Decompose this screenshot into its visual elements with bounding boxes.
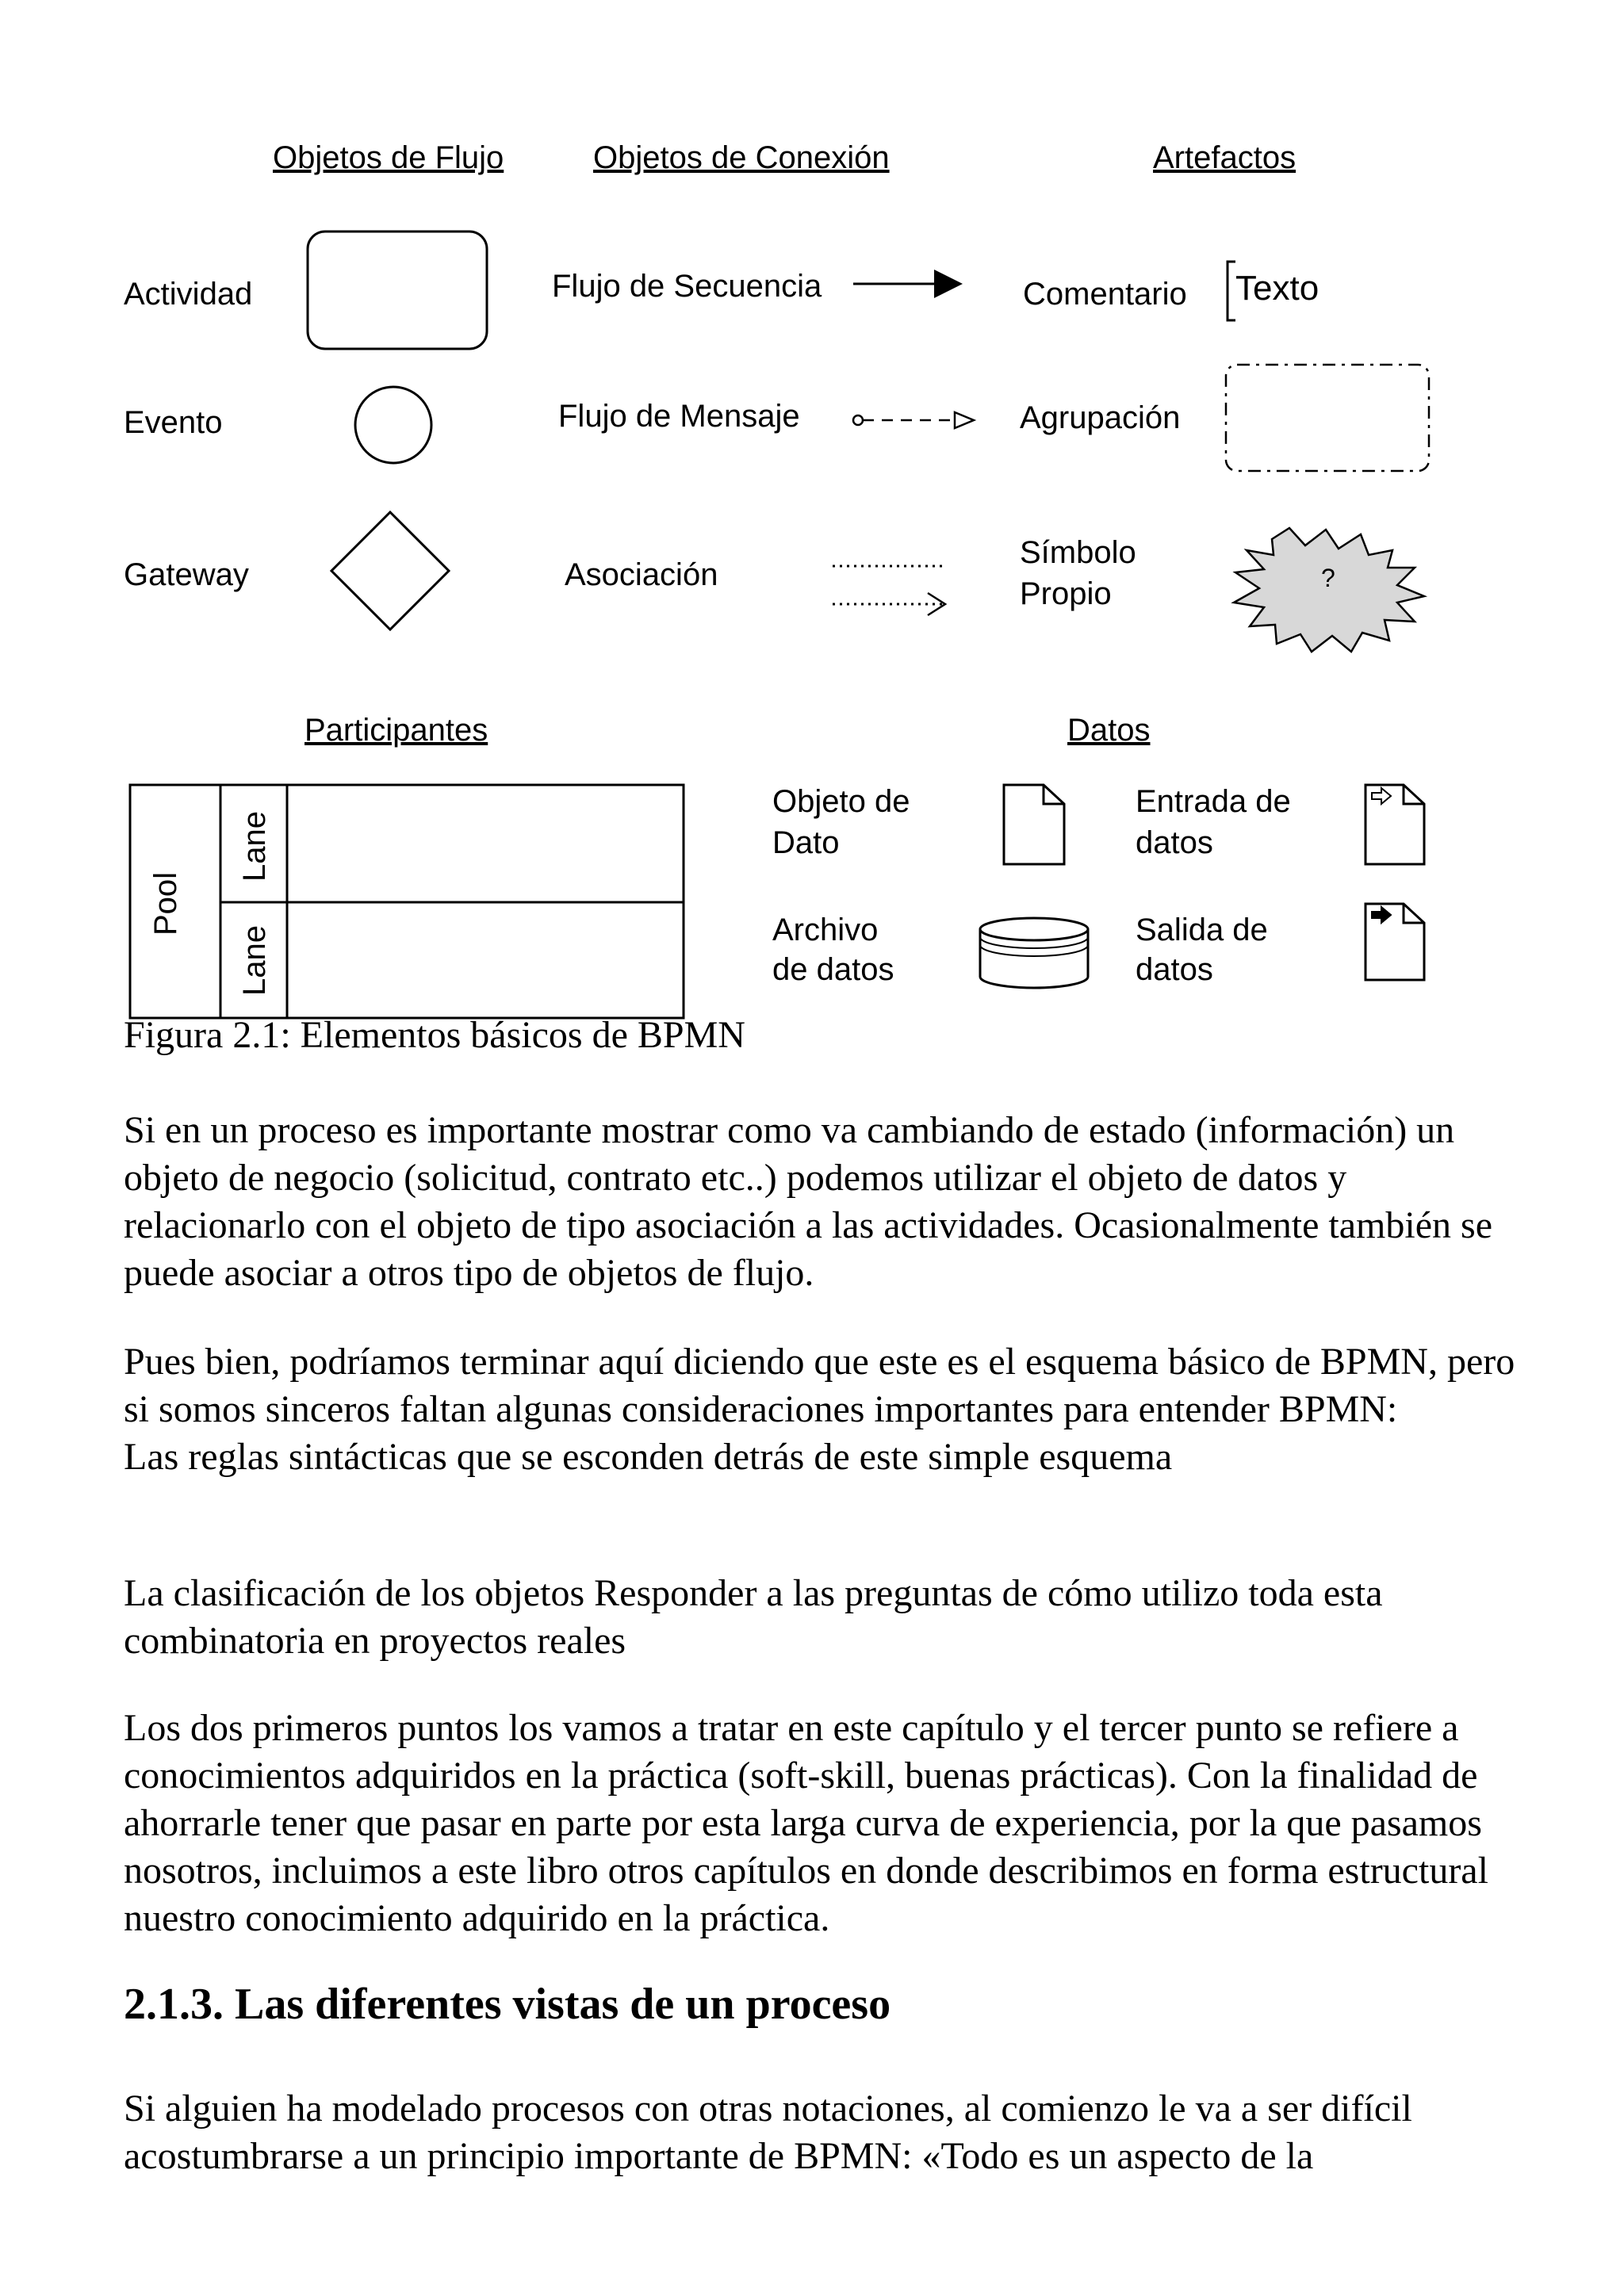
paragraph-1-text: Si en un proceso es importante mostrar como va cambiando de estado (información) un objeto de negocio (solicitud, contrato etc..) podemos utilizar el objeto de datos y relacionarlo con el objeto de tipo asociación a las actividades. Ocasionalmente también se puede asociar a otros tipo de objetos de flujo. bbox=[124, 1109, 1493, 1294]
lane-label-top: Lane bbox=[237, 811, 272, 882]
label-sequence-flow: Flujo de Secuencia bbox=[552, 269, 822, 304]
section-heading: 2.1.3. Las diferentes vistas de un proceso bbox=[124, 1980, 891, 2029]
data-store-shape bbox=[980, 918, 1088, 988]
paragraph-2-text: Pues bien, podríamos terminar aquí diciendo que este es el esquema básico de BPMN, pero si somos sinceros faltan algunas consideraciones importantes para entender BPMN: bbox=[124, 1341, 1515, 1430]
event-shape bbox=[355, 387, 431, 463]
label-data-object-line1: Objeto de bbox=[772, 784, 910, 819]
label-data-input-line2: datos bbox=[1136, 825, 1213, 860]
header-participants: Participantes bbox=[304, 713, 488, 748]
gateway-shape bbox=[331, 512, 449, 629]
activity-shape bbox=[308, 232, 487, 349]
paragraph-3-text: La clasificación de los objetos Responder a las preguntas de cómo utilizo toda esta combinatoria en proyectos reales bbox=[124, 1572, 1383, 1662]
label-activity: Actividad bbox=[124, 277, 253, 312]
label-data-store-line2: de datos bbox=[772, 952, 894, 987]
label-message-flow: Flujo de Mensaje bbox=[558, 399, 800, 434]
grouping-shape bbox=[1226, 365, 1429, 471]
message-flow-arrow bbox=[853, 412, 974, 428]
pool-label: Pool bbox=[148, 871, 183, 936]
label-gateway: Gateway bbox=[124, 557, 249, 592]
paragraph-1 bbox=[124, 1107, 1519, 1297]
bpmn-elements-figure bbox=[0, 0, 1624, 1031]
label-data-output-line2: datos bbox=[1136, 952, 1213, 987]
data-output-shape bbox=[1365, 904, 1424, 980]
data-object-shape bbox=[1004, 785, 1064, 864]
label-grouping: Agrupación bbox=[1020, 400, 1181, 435]
label-data-output-line1: Salida de bbox=[1136, 913, 1268, 947]
paragraph-4 bbox=[124, 1705, 1519, 1942]
label-association: Asociación bbox=[565, 557, 718, 592]
label-data-object-line2: Dato bbox=[772, 825, 840, 860]
paragraph-2 bbox=[124, 1338, 1519, 1481]
data-input-shape bbox=[1365, 785, 1424, 864]
label-custom-symbol-line2: Propio bbox=[1020, 576, 1112, 611]
label-data-input-line1: Entrada de bbox=[1136, 784, 1291, 819]
label-comment: Comentario bbox=[1023, 277, 1187, 312]
lane-label-bottom: Lane bbox=[237, 925, 272, 996]
label-custom-symbol-line1: Símbolo bbox=[1020, 535, 1136, 570]
header-connection-objects: Objetos de Conexión bbox=[593, 140, 890, 175]
header-flow-objects: Objetos de Flujo bbox=[273, 140, 504, 175]
association-lines bbox=[833, 566, 945, 615]
header-artifacts: Artefactos bbox=[1153, 140, 1297, 175]
paragraph-5-text: Si alguien ha modelado procesos con otras notaciones, al comienzo le va a ser difícil acostumbrarse a un principio importante de BPMN: «Todo es un aspecto de la bbox=[124, 2087, 1412, 2177]
label-event: Evento bbox=[124, 405, 223, 440]
header-data: Datos bbox=[1067, 713, 1151, 748]
paragraph-3 bbox=[124, 1570, 1519, 1665]
label-data-store-line1: Archivo bbox=[772, 913, 879, 947]
paragraph-4-text: Los dos primeros puntos los vamos a tratar en este capítulo y el tercer punto se refiere a conocimientos adquiridos en la práctica (soft-skill, buenas prácticas). Con la finalidad de ahorrarle tener que pasar en parte por esta larga curva de experiencia, por la que pasamos nosotros, incluimos a este libro otros capítulos en donde describimos en forma estructural nuestro conocimiento adquirido en la práctica. bbox=[124, 1707, 1488, 1939]
pool-shape bbox=[130, 785, 684, 1018]
paragraph-2b-text: Las reglas sintácticas que se esconden detrás de este simple esquema bbox=[124, 1436, 1173, 1478]
comment-bracket bbox=[1228, 262, 1235, 320]
paragraph-5 bbox=[124, 2085, 1519, 2180]
figure-caption: Figura 2.1: Elementos básicos de BPMN bbox=[124, 1014, 745, 1056]
custom-symbol-mark: ? bbox=[1321, 564, 1335, 592]
comment-text: Texto bbox=[1235, 269, 1320, 308]
